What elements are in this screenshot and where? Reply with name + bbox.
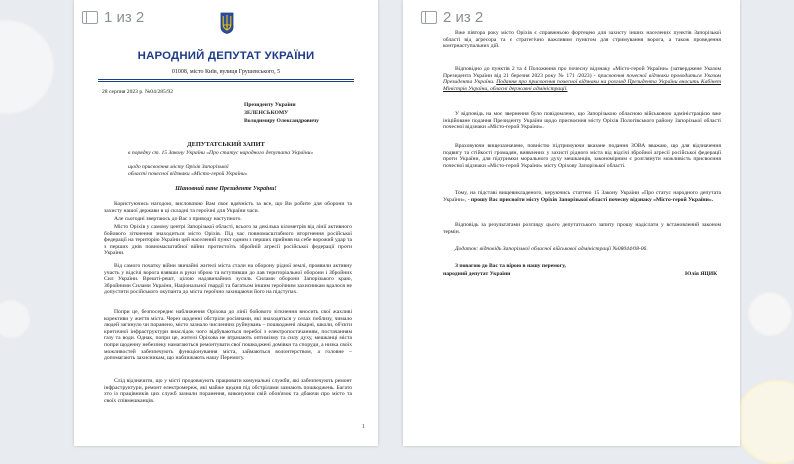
header-divider: [98, 79, 354, 80]
page-number: 1: [362, 424, 365, 430]
document-date-number: 28 серпня 2023 р. №04/285/92: [102, 89, 173, 95]
body-paragraph: Від самого початку війни звичайні жителі міста стали на оборону рідної землі, проявили активну участь у відсічі ворога взявши в руки зброю та вступивши до лав територіальної оборони і Збройних Сил України. Врешті-решт, цілою надзвичайних зусиль Силами оборони Запорізького краю, Збройними Силами України, Національної гвардії та багатьом іншим героїчним захисникам вдалося не допустити російського окупанта до міста героїчно захищаючи його на підступах.: [104, 263, 352, 296]
page-thumbnail-icon: [82, 11, 98, 24]
body-paragraph: Місто Оріхів у самому центрі Запорізької області, всього за декілька кілометрів від лінії активного бойового зіткнення знаходиться місто Оріхів. Під час повномасштабного вторгнення російської федерації на територію України цей населений пункт одним з перших прийняв на себе ворожий удар та з перших днів повномасштабної війни протистоїть збройній агресії російської федерації проти України.: [104, 224, 352, 257]
body-paragraph: Тому, на підставі вищевикладеного, керуючись статтею 15 Закону України «Про статус народного депутата України», - прошу Вас присвоїти місту Оріхів Запорізької області почесну відзнаку «Місто-герой України».: [443, 190, 721, 203]
addressee-line: Президенту України: [244, 102, 296, 108]
body-paragraph: Відповідь за результатами розгляду цього депутатського запиту прошу надіслати у встановлений законом термін.: [443, 222, 721, 235]
addressee-line: ЗЕЛЕНСЬКОМУ: [244, 110, 289, 116]
body-paragraph: Користуючись нагодою, висловлюю Вам своє вдячність за все, що Ви робите для оборони та захисту нашої держави в ці складні та героїчні для України часи.: [104, 201, 352, 214]
background-decoration: [0, 300, 30, 338]
body-paragraph: Вже півтора року місто Оріхів є справжньою фортецею для захисту інших населених пунктів Запорізької області від агресора та є стратегічно важливим пунктом для стримування ворога, а також проведення контрнаступальних дій.: [443, 30, 721, 50]
background-decoration: [748, 292, 792, 336]
body-paragraph: Слід відзначити, що у місті продовжують працювати комунальні служби, які забезпечують ремонт інфраструктури, ремонт електромереж, які майже щодня під обстрілами зазнають пошкоджень. Багато хто із працівників цих служб зазнали поранення, виконуючи свій обов'язок та дбаючи про місто та своїх співмешканців.: [104, 378, 352, 404]
page-indicator-1[interactable]: [82, 6, 144, 28]
document-title: ДЕПУТАТСЬКИЙ ЗАПИТ: [187, 141, 265, 148]
request-subject: області почесної відзнаки «Місто-герой України»: [128, 171, 248, 177]
document-page-1: [74, 0, 378, 446]
background-decoration: [735, 380, 794, 464]
body-paragraph: Попри це, безпосереднє наближення Оріхова до лінії бойового зіткнення вносить свої жахливі корективи у життя міста. Через щоденні обстріли росіянами, які знаходяться у селах поблизу, чимало людей загинуло чи поранено, місто зазнало численних руйнувань – пошкоджені лікарні, школи, об'єкти критичної інфраструктури внаслідок чого відбуваються перебої з електропостачанням, постачанням газу та води. Однак, попри це, жителі Оріхова не втрачають оптимізму та силу духу, мешканці міста попри щоденну небезпеку намагаються ремонтувати свої пошкоджені домівки та споруди, а низка своїх можливостей забезпечують функціонування міста, займаються волонтерством, а головне – допомагають захисникам, що наближають нашу Перемогу.: [104, 309, 352, 362]
coat-of-arms-icon: [220, 12, 234, 34]
body-paragraph: Але сьогодні звертаюсь до Вас з приводу наступного.: [114, 216, 242, 222]
background-decoration: [0, 20, 54, 114]
body-paragraph: У відповідь на моє звернення було повідомлено, що Запорізькою обласною військовою адміністрацією вже ініційоване подання Президенту України щодо присвоєння місту Оріхів Пологівського району Запорізької області почесної відзнаки «Місто-герой України».: [443, 111, 721, 131]
closing-line: З повагою до Вас та вірою в нашу перемогу,: [455, 263, 566, 269]
body-paragraph: Відповідно до пунктів 2 та 4 Положення про почесну відзнаку «Місто-герой України» (затверджене Указом Президента України від 21 березня 2023 року № 171 /2023) - присвоєння почесної відзнаки проводиться Указом Президента України. Подання про присвоєння почесної відзнаки на розгляд Президента України вносить Кабінет Міністрів України, обласні державні адміністрації.: [443, 66, 721, 92]
page-indicator-2[interactable]: [421, 6, 483, 28]
page-indicator-label: 2 из 2: [443, 8, 484, 26]
body-paragraph: Враховуючи вищезазначене, повністю підтримуючи вказане подання ЗОВА вважаю, що для відзначення подвигу та стійкості громадян, виявлених у захисті рідного міста від відсічі збройної агресії російської федерації проти України, для підтримки морального духу мешканців, закономірним є розглянути можливість присвоєння почесної відзнаки «Місто-герой України» місту Оріхову Запорізької області.: [443, 143, 721, 169]
signature-role: народний депутат України: [443, 271, 511, 277]
page-thumbnail-icon: [421, 11, 437, 24]
document-page-2: [403, 0, 740, 446]
signature-name: Юлія ЯЦИК: [685, 271, 718, 277]
legal-basis: в порядку ст. 15 Закону України «Про статус народного депутата України»: [128, 150, 314, 156]
office-address: 01008, місто Київ, вулиця Грушевського, 5: [171, 69, 281, 75]
salutation: Шановний пане Президенте України!: [175, 186, 277, 192]
attachment-note: Додаток: відповідь Запорізької обласної військової адміністрації №08044/08-06.: [455, 246, 648, 252]
page-indicator-label: 1 из 2: [104, 8, 145, 26]
deputy-header-title: НАРОДНИЙ ДЕПУТАТ УКРАЇНИ: [137, 50, 315, 62]
request-subject: щодо присвоєння місту Оріхів Запорізької: [128, 164, 229, 170]
addressee-line: Володимиру Олександровичу: [244, 118, 319, 124]
header-divider: [98, 81, 354, 82]
